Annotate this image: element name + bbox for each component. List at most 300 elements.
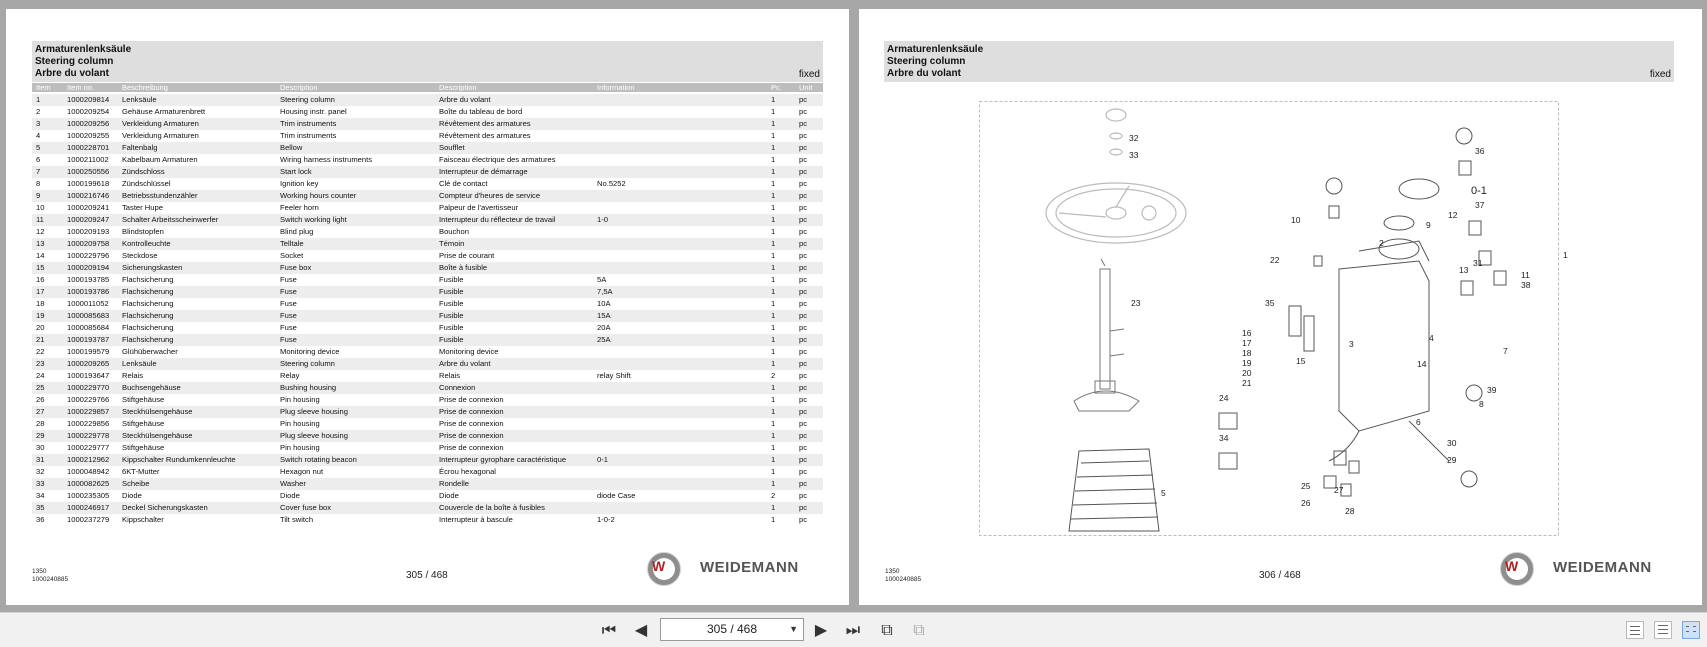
cell-description-fr: Interrupteur de démarrage xyxy=(439,167,528,176)
table-row xyxy=(32,430,823,442)
cell-beschreibung: Flachsicherung xyxy=(122,323,174,332)
cell-pc: 1 xyxy=(771,467,776,476)
callout-30: 30 xyxy=(1447,438,1457,448)
col-unit: Unit xyxy=(799,83,813,92)
cell-description-en: Diode xyxy=(280,491,300,500)
cell-item-no: 1000229777 xyxy=(67,443,110,452)
cell-unit: pc xyxy=(799,479,808,488)
cell-item: 33 xyxy=(36,479,45,488)
cell-pc: 1 xyxy=(771,479,776,488)
table-row xyxy=(32,190,823,202)
cell-pc: 1 xyxy=(771,359,776,368)
page-number: 306 / 468 xyxy=(1259,570,1301,581)
col-description-fr: Description xyxy=(439,83,477,92)
cell-item: 10 xyxy=(36,203,45,212)
cell-pc: 1 xyxy=(771,287,776,296)
cell-item: 21 xyxy=(36,335,45,344)
cell-description-en: Fuse xyxy=(280,275,297,284)
cell-description-fr: Écrou hexagonal xyxy=(439,467,496,476)
cell-item-no: 1000193785 xyxy=(67,275,110,284)
table-row xyxy=(32,346,823,358)
callout-7: 7 xyxy=(1503,346,1508,356)
cell-description-en: Trim instruments xyxy=(280,131,337,140)
cell-item: 12 xyxy=(36,227,45,236)
cell-description-en: Washer xyxy=(280,479,306,488)
cell-unit: pc xyxy=(799,347,808,356)
callout-18: 18 xyxy=(1242,348,1252,358)
cell-description-fr: Rondelle xyxy=(439,479,469,488)
cell-pc: 1 xyxy=(771,179,776,188)
cell-pc: 1 xyxy=(771,119,776,128)
cell-description-en: Pin housing xyxy=(280,395,320,404)
weidemann-logo-icon: W xyxy=(647,552,681,586)
cell-pc: 1 xyxy=(771,131,776,140)
cell-unit: pc xyxy=(799,191,808,200)
cell-item: 2 xyxy=(36,107,41,116)
callout-25: 25 xyxy=(1301,481,1311,491)
cell-pc: 1 xyxy=(771,515,776,524)
callout-9: 9 xyxy=(1426,220,1431,230)
cell-description-fr: Fusible xyxy=(439,323,464,332)
cell-description-fr: Palpeur de l'avertisseur xyxy=(439,203,519,212)
cell-description-fr: Boîte à fusible xyxy=(439,263,488,272)
cell-unit: pc xyxy=(799,515,808,524)
cell-item-no: 1000229770 xyxy=(67,383,110,392)
cell-information: 1-0 xyxy=(597,215,608,224)
section-header xyxy=(32,41,823,82)
cell-item: 22 xyxy=(36,347,45,356)
cell-item-no: 1000229796 xyxy=(67,251,110,260)
table-row xyxy=(32,274,823,286)
cell-item-no: 1000209194 xyxy=(67,263,110,272)
cell-item-no: 1000216746 xyxy=(67,191,110,200)
cell-beschreibung: Flachsicherung xyxy=(122,287,174,296)
cell-description-fr: Couvercle de la boîte à fusibles xyxy=(439,503,545,512)
cell-unit: pc xyxy=(799,455,808,464)
cell-information: 0-1 xyxy=(597,455,608,464)
callout-36: 36 xyxy=(1475,146,1485,156)
cell-description-en: Fuse xyxy=(280,323,297,332)
cell-description-fr: Prise de courant xyxy=(439,251,495,260)
cell-unit: pc xyxy=(799,179,808,188)
callout-31: 31 xyxy=(1473,258,1483,268)
cell-item-no: 1000235305 xyxy=(67,491,110,500)
cell-beschreibung: 6KT-Mutter xyxy=(122,467,160,476)
cell-unit: pc xyxy=(799,443,808,452)
cell-unit: pc xyxy=(799,263,808,272)
cell-beschreibung: Glühüberwacher xyxy=(122,347,178,356)
exploded-parts-diagram xyxy=(979,101,1568,536)
brand-name: WEIDEMANN xyxy=(1553,559,1652,576)
cell-item-no: 1000250556 xyxy=(67,167,110,176)
cell-pc: 2 xyxy=(771,491,776,500)
cell-item: 4 xyxy=(36,131,41,140)
cell-item-no: 1000209814 xyxy=(67,95,110,104)
table-row xyxy=(32,442,823,454)
cell-description-fr: Clé de contact xyxy=(439,179,488,188)
table-row xyxy=(32,310,823,322)
cell-beschreibung: Scheibe xyxy=(122,479,150,488)
cell-pc: 1 xyxy=(771,347,776,356)
cell-beschreibung: Kabelbaum Armaturen xyxy=(122,155,198,164)
cell-description-fr: Fusible xyxy=(439,299,464,308)
table-row xyxy=(32,238,823,250)
table-row xyxy=(32,514,823,526)
cell-unit: pc xyxy=(799,203,808,212)
cell-information: 10A xyxy=(597,299,611,308)
cell-item: 20 xyxy=(36,323,45,332)
cell-description-fr: Relais xyxy=(439,371,461,380)
callout-15: 15 xyxy=(1296,356,1306,366)
cell-description-en: Steering column xyxy=(280,95,335,104)
cell-description-fr: Connexion xyxy=(439,383,476,392)
cell-beschreibung: Deckel Sicherungskasten xyxy=(122,503,208,512)
callout-14: 14 xyxy=(1417,359,1427,369)
cell-pc: 1 xyxy=(771,443,776,452)
cell-description-fr: Bouchon xyxy=(439,227,469,236)
cell-description-en: Steering column xyxy=(280,359,335,368)
cell-beschreibung: Stiftgehäuse xyxy=(122,419,165,428)
weidemann-logo-icon: W xyxy=(1500,552,1534,586)
cell-beschreibung: Betriebsstundenzähler xyxy=(122,191,198,200)
two-page-view-icon[interactable] xyxy=(1682,621,1700,639)
callout-29: 29 xyxy=(1447,455,1457,465)
cell-description-en: Fuse xyxy=(280,335,297,344)
cell-item-no: 1000199579 xyxy=(67,347,110,356)
title-de: Armaturenlenksäule xyxy=(35,44,132,55)
callout-21: 21 xyxy=(1242,378,1252,388)
table-row xyxy=(32,418,823,430)
cell-pc: 1 xyxy=(771,227,776,236)
cell-description-en: Fuse box xyxy=(280,263,312,272)
cell-unit: pc xyxy=(799,251,808,260)
type-label: fixed xyxy=(1649,69,1671,80)
cell-unit: pc xyxy=(799,215,808,224)
cell-description-fr: Diode xyxy=(439,491,459,500)
forward-view-icon[interactable]: ⧉ xyxy=(913,622,925,639)
brand-name: WEIDEMANN xyxy=(700,559,799,576)
table-row xyxy=(32,118,823,130)
cell-beschreibung: Diode xyxy=(122,491,142,500)
cell-beschreibung: Kippschalter Rundumkennleuchte xyxy=(122,455,236,464)
model-number: 1350 xyxy=(885,568,900,575)
cell-item-no: 1000085683 xyxy=(67,311,110,320)
cell-pc: 1 xyxy=(771,407,776,416)
cell-item-no: 1000193647 xyxy=(67,371,110,380)
cell-description-en: Fuse xyxy=(280,311,297,320)
cell-description-en: Switch rotating beacon xyxy=(280,455,357,464)
cell-unit: pc xyxy=(799,323,808,332)
cell-description-fr: Arbre du volant xyxy=(439,95,491,104)
cell-description-en: Pin housing xyxy=(280,419,320,428)
cell-unit: pc xyxy=(799,287,808,296)
cell-unit: pc xyxy=(799,335,808,344)
cell-description-en: Relay xyxy=(280,371,300,380)
next-page-icon[interactable]: ▶ xyxy=(814,622,828,639)
cell-description-fr: Prise de connexion xyxy=(439,395,504,404)
cell-description-fr: Boîte du tableau de bord xyxy=(439,107,523,116)
title-fr: Arbre du volant xyxy=(35,68,109,79)
cell-pc: 2 xyxy=(771,371,776,380)
callout-1: 1 xyxy=(1563,250,1568,260)
cell-item: 6 xyxy=(36,155,41,164)
cell-information: 1-0-2 xyxy=(597,515,615,524)
callout-12: 12 xyxy=(1448,210,1458,220)
callout-38: 38 xyxy=(1521,280,1531,290)
cell-item: 30 xyxy=(36,443,45,452)
cell-item: 27 xyxy=(36,407,45,416)
cell-item-no: 1000209247 xyxy=(67,215,110,224)
cell-description-en: Start lock xyxy=(280,167,312,176)
cell-description-en: Pin housing xyxy=(280,443,320,452)
cell-description-fr: Fusible xyxy=(439,311,464,320)
callout-28: 28 xyxy=(1345,506,1355,516)
table-row xyxy=(32,94,823,106)
table-row xyxy=(32,298,823,310)
cell-description-en: Trim instruments xyxy=(280,119,337,128)
cell-item: 3 xyxy=(36,119,41,128)
cell-description-fr: Interrupteur à bascule xyxy=(439,515,513,524)
callout-35: 35 xyxy=(1265,298,1275,308)
cell-pc: 1 xyxy=(771,455,776,464)
page-number-input[interactable] xyxy=(660,618,804,641)
cell-description-en: Housing instr. panel xyxy=(280,107,347,116)
cell-item: 26 xyxy=(36,395,45,404)
table-row xyxy=(32,166,823,178)
cell-unit: pc xyxy=(799,299,808,308)
cell-pc: 1 xyxy=(771,275,776,284)
cell-unit: pc xyxy=(799,107,808,116)
table-row xyxy=(32,490,823,502)
cell-item: 18 xyxy=(36,299,45,308)
cell-beschreibung: Flachsicherung xyxy=(122,311,174,320)
cell-beschreibung: Stiftgehäuse xyxy=(122,395,165,404)
table-row xyxy=(32,262,823,274)
cell-description-fr: Interrupteur gyrophare caractéristique xyxy=(439,455,567,464)
cell-description-en: Socket xyxy=(280,251,304,260)
cell-item-no: 1000209241 xyxy=(67,203,110,212)
cell-beschreibung: Verkleidung Armaturen xyxy=(122,119,199,128)
cell-item-no: 1000209254 xyxy=(67,107,110,116)
cell-information: 20A xyxy=(597,323,611,332)
continuous-view-icon[interactable] xyxy=(1654,621,1672,639)
cell-pc: 1 xyxy=(771,335,776,344)
callout-22: 22 xyxy=(1270,255,1280,265)
cell-pc: 1 xyxy=(771,299,776,308)
cell-item: 25 xyxy=(36,383,45,392)
cell-beschreibung: Verkleidung Armaturen xyxy=(122,131,199,140)
cell-description-fr: Fusible xyxy=(439,335,464,344)
table-row xyxy=(32,334,823,346)
cell-pc: 1 xyxy=(771,203,776,212)
callout-8: 8 xyxy=(1479,399,1484,409)
table-row xyxy=(32,382,823,394)
cell-item-no: 1000229856 xyxy=(67,419,110,428)
cell-item: 36 xyxy=(36,515,45,524)
cell-beschreibung: Steckdose xyxy=(122,251,158,260)
table-row xyxy=(32,250,823,262)
callout-17: 17 xyxy=(1242,338,1252,348)
cell-description-en: Bushing housing xyxy=(280,383,337,392)
cell-item-no: 1000211002 xyxy=(67,155,109,164)
cell-item-no: 1000212962 xyxy=(67,455,110,464)
cell-information: 25A xyxy=(597,335,611,344)
cell-description-en: Blind plug xyxy=(280,227,314,236)
table-row xyxy=(32,358,823,370)
table-row xyxy=(32,394,823,406)
cell-item-no: 1000085684 xyxy=(67,323,110,332)
cell-description-en: Tilt switch xyxy=(280,515,314,524)
cell-pc: 1 xyxy=(771,311,776,320)
cell-item: 24 xyxy=(36,371,45,380)
back-view-icon[interactable]: ⧉ xyxy=(881,622,893,639)
cell-unit: pc xyxy=(799,155,808,164)
cell-unit: pc xyxy=(799,95,808,104)
cell-item-no: 1000237279 xyxy=(67,515,110,524)
table-row xyxy=(32,322,823,334)
cell-description-fr: Révêtement des armatures xyxy=(439,119,531,128)
cell-unit: pc xyxy=(799,131,808,140)
cell-beschreibung: Sicherungskasten xyxy=(122,263,183,272)
cell-beschreibung: Flachsicherung xyxy=(122,335,174,344)
cell-description-en: Hexagon nut xyxy=(280,467,324,476)
cell-item: 35 xyxy=(36,503,45,512)
table-row xyxy=(32,502,823,514)
cell-unit: pc xyxy=(799,395,808,404)
cell-pc: 1 xyxy=(771,167,776,176)
cell-description-en: Wiring harness instruments xyxy=(280,155,373,164)
right-page xyxy=(859,9,1702,605)
steering-wheel-drawing xyxy=(1046,109,1186,243)
first-page-icon[interactable]: ⏮ xyxy=(601,622,617,639)
cell-pc: 1 xyxy=(771,155,776,164)
table-row xyxy=(32,466,823,478)
cell-pc: 1 xyxy=(771,107,776,116)
chevron-down-icon[interactable]: ▼ xyxy=(789,624,798,634)
cell-item: 13 xyxy=(36,239,45,248)
col-pc: Pc. xyxy=(771,83,782,92)
cell-pc: 1 xyxy=(771,323,776,332)
cell-pc: 1 xyxy=(771,251,776,260)
cell-item-no: 1000209255 xyxy=(67,131,110,140)
cell-beschreibung: Steckhülsengehäuse xyxy=(122,407,193,416)
cell-description-fr: Prise de connexion xyxy=(439,407,504,416)
cell-beschreibung: Steckhülsengehäuse xyxy=(122,431,193,440)
title-en: Steering column xyxy=(35,56,114,67)
cell-description-fr: Fusible xyxy=(439,287,464,296)
cell-item-no: 1000209758 xyxy=(67,239,110,248)
cell-unit: pc xyxy=(799,467,808,476)
cell-information: 7,5A xyxy=(597,287,613,296)
cell-description-fr: Soufflet xyxy=(439,143,465,152)
cell-beschreibung: Zündschlüssel xyxy=(122,179,171,188)
cell-item: 34 xyxy=(36,491,45,500)
prev-page-icon[interactable]: ◀ xyxy=(634,622,648,639)
cell-item-no: 1000199618 xyxy=(67,179,110,188)
cell-pc: 1 xyxy=(771,191,776,200)
parts-table xyxy=(32,94,823,526)
cell-description-en: Plug sleeve housing xyxy=(280,431,348,440)
cell-information: No.5252 xyxy=(597,179,626,188)
cell-beschreibung: Gehäuse Armaturenbrett xyxy=(122,107,206,116)
table-row xyxy=(32,142,823,154)
callout-5: 5 xyxy=(1161,488,1166,498)
cell-unit: pc xyxy=(799,167,808,176)
cell-information: 5A xyxy=(597,275,607,284)
cell-unit: pc xyxy=(799,431,808,440)
cell-unit: pc xyxy=(799,407,808,416)
callout-4: 4 xyxy=(1429,333,1434,343)
cell-item-no: 1000229766 xyxy=(67,395,110,404)
footer-code xyxy=(885,568,921,584)
cell-beschreibung: Flachsicherung xyxy=(122,299,174,308)
cell-beschreibung: Taster Hupe xyxy=(122,203,163,212)
cell-pc: 1 xyxy=(771,215,776,224)
cell-item: 7 xyxy=(36,167,41,176)
cell-unit: pc xyxy=(799,503,808,512)
table-row xyxy=(32,406,823,418)
cell-item-no: 1000229778 xyxy=(67,431,110,440)
col-beschreibung: Beschreibung xyxy=(122,83,168,92)
steering-column-drawing xyxy=(1074,259,1139,411)
table-row xyxy=(32,478,823,490)
cell-beschreibung: Faltenbalg xyxy=(122,143,158,152)
cell-description-en: Monitoring device xyxy=(280,347,340,356)
callout-20: 20 xyxy=(1242,368,1252,378)
pdf-toolbar xyxy=(0,612,1707,647)
table-row xyxy=(32,154,823,166)
table-header xyxy=(32,83,823,92)
table-row xyxy=(32,106,823,118)
cell-description-fr: Fusible xyxy=(439,275,464,284)
cell-item-no: 1000193786 xyxy=(67,287,110,296)
page-number-value: 305 / 468 xyxy=(706,622,758,636)
cell-unit: pc xyxy=(799,119,808,128)
cell-unit: pc xyxy=(799,239,808,248)
title-en: Steering column xyxy=(887,56,966,67)
callout-26: 26 xyxy=(1301,498,1311,508)
cell-beschreibung: Kontrolleuchte xyxy=(122,239,171,248)
cell-item: 8 xyxy=(36,179,41,188)
cell-item: 5 xyxy=(36,143,41,152)
callout-13: 13 xyxy=(1459,265,1469,275)
cell-unit: pc xyxy=(799,275,808,284)
last-page-icon[interactable]: ⏭ xyxy=(845,622,861,639)
cell-pc: 1 xyxy=(771,95,776,104)
cell-item: 31 xyxy=(36,455,45,464)
cell-description-fr: Faisceau électrique des armatures xyxy=(439,155,556,164)
section-header xyxy=(884,41,1674,82)
cell-beschreibung: Flachsicherung xyxy=(122,275,174,284)
cell-item: 19 xyxy=(36,311,45,320)
cell-information: diode Case xyxy=(597,491,636,500)
document-number: 1000240885 xyxy=(32,576,69,583)
cell-description-fr: Compteur d'heures de service xyxy=(439,191,541,200)
cell-pc: 1 xyxy=(771,503,776,512)
cell-description-fr: Témoin xyxy=(439,239,465,248)
cell-description-fr: Prise de connexion xyxy=(439,443,504,452)
single-page-view-icon[interactable] xyxy=(1626,621,1644,639)
cell-description-en: Telltale xyxy=(280,239,304,248)
col-information: Information xyxy=(597,83,635,92)
table-row xyxy=(32,226,823,238)
cell-unit: pc xyxy=(799,419,808,428)
cell-item: 23 xyxy=(36,359,45,368)
cell-pc: 1 xyxy=(771,239,776,248)
cell-beschreibung: Blindstopfen xyxy=(122,227,164,236)
cell-beschreibung: Kippschalter xyxy=(122,515,164,524)
cell-item-no: 1000082625 xyxy=(67,479,110,488)
